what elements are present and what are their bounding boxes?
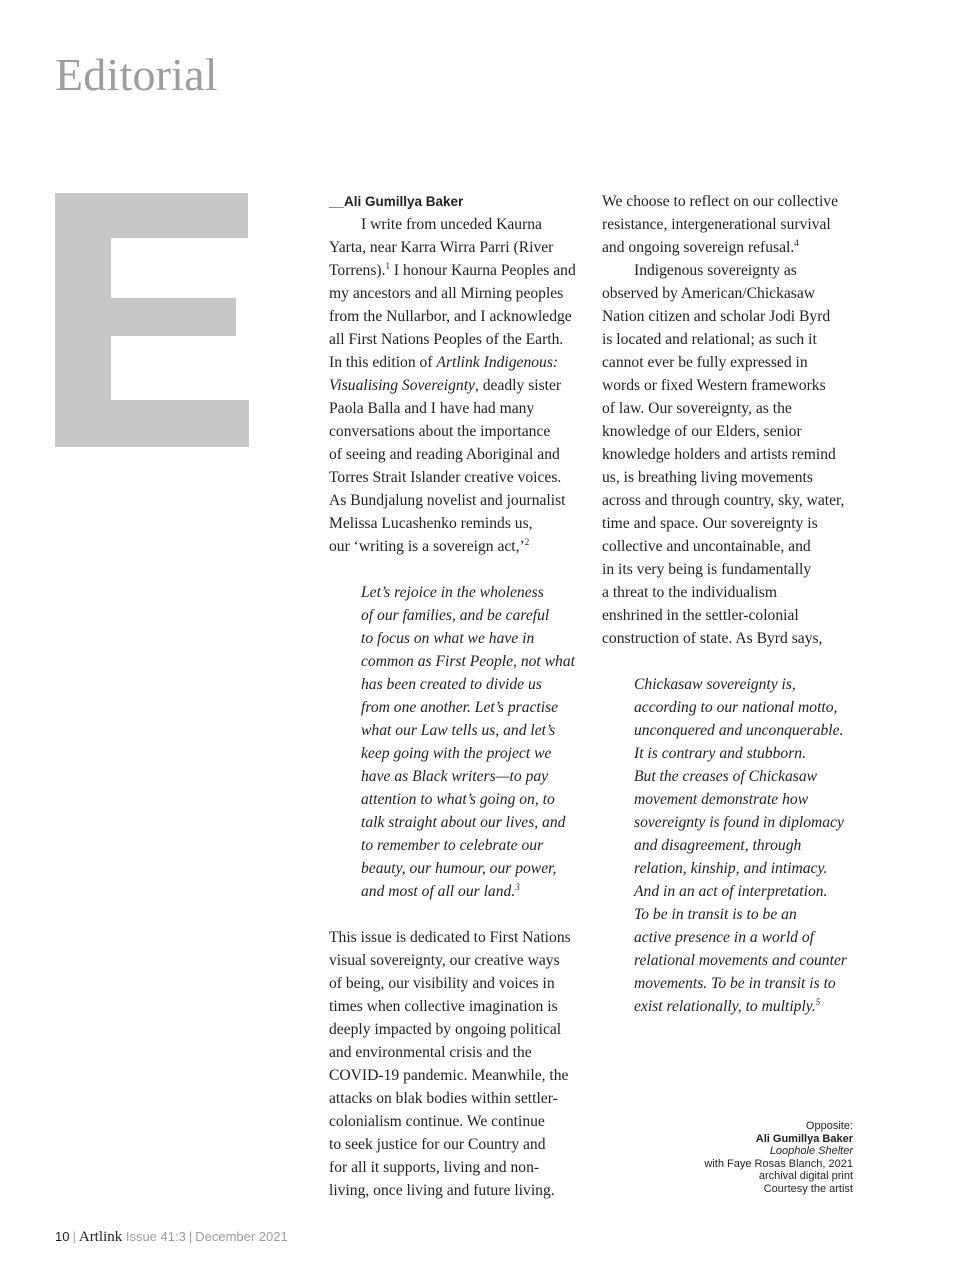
footnote-ref-5: 5 [815, 997, 821, 1007]
caption-label: Opposite: [805, 1120, 853, 1132]
footnote-ref-4: 4 [794, 238, 799, 248]
sovereignty-paragraph: Indigenous sovereignty as observed by American/Chickasaw Nation citizen and scholar Jodi Byrd is located and relational; as such it cannot ever be fully expressed in words or fixed Western frameworks of law. Our sovereignty, as the knowledge of our Elders, senior knowledge holders and artists remind us, is breathing living movements across and through country, sky, water, time and space. Our sovereignty is collective and uncontainable, and in its very being is fundamentally a threat to the individualism enshrined in the settler-colonial construction of state. As Byrd says, [602, 262, 845, 647]
page-footer: 10 | Artlink Issue 41:3 | December 2021 [55, 1229, 288, 1245]
caption-title: Loophole Shelter [769, 1145, 853, 1158]
footnote-ref-2: 2 [524, 537, 530, 547]
page-number: 10 [55, 1229, 70, 1244]
issue-number: Issue 41:3 [125, 1229, 186, 1244]
reflection-paragraph: We choose to reflect on our collective resistance, intergenerational survival and ongoing sovereign refusal.$^4$ [602, 193, 839, 256]
caption-credit: Courtesy the artist [763, 1182, 853, 1195]
author-byline: __Ali Gumillya Baker [329, 194, 464, 209]
image-caption [704, 1120, 853, 1196]
caption-artist: Ali Gumillya Baker [755, 1132, 853, 1145]
footnote-ref-3: 3 [515, 882, 520, 892]
intro-paragraph: I write from unceded Kaurna Yarta, near Karra Wirra Parri (River Torrens).$^1$ I honour Kaurna Peoples and my ancestors and all Mirning peoples from the Nullarbor, and I acknowledge all First Nations Peoples of the Earth. In this edition of Artlink Indigenous: Visualising Sovereignty, deadly sister Paola Balla and I have had many conversations about the importance of seeing and reading Aboriginal and Torres Strait Islander creative voices. As Bundjalung novelist and journalist Melissa Lucashenko reminds us, our ‘writing is a sovereign act,’$^2$ [329, 216, 576, 555]
caption-collaboration: with Faye Rosas Blanch, 2021 [704, 1157, 853, 1170]
article-column-1 [329, 190, 591, 1202]
magazine-name: Artlink [78, 1229, 123, 1245]
section-title: Editorial [55, 49, 218, 100]
article-column-2 [602, 190, 864, 1018]
issue-date: December 2021 [195, 1229, 288, 1244]
dropcap-letter-e [55, 193, 249, 447]
dropcap-arm-top [55, 193, 248, 238]
dropcap-arm-bottom [55, 400, 249, 447]
dropcap-arm-middle [55, 298, 236, 336]
footnote-ref-1: 1 [385, 261, 390, 271]
dedication-paragraph: This issue is dedicated to First Nations visual sovereignty, our creative ways of being, our visibility and voices in times when collective imagination is deeply impacted by ongoing political and environmental crisis and the COVID-19 pandemic. Meanwhile, the attacks on blak bodies within settler- colonialism continue. We continue to seek justice for our Country and for all it supports, living and non- living, once living and future living. [329, 929, 571, 1199]
blockquote-byrd: Chickasaw sovereignty is, according to our national motto, unconquered and unconquerable. It is contrary and stubborn. But the creases of Chickasaw movement demonstrate how sovereignty is found in diplomacy and disagreement, through relation, kinship, and intimacy. And in an act of interpretation. To be in transit is to be an active presence in a world of relational movements and counter movements. To be in transit is to exist relationally, to multiply.$^5$ [634, 676, 847, 1015]
caption-medium: archival digital print [758, 1170, 853, 1183]
blockquote-lucashenko: Let’s rejoice in the wholeness of our families, and be careful to focus on what we have in common as First People, not what has been created to divide us from one another. Let’s practise what our Law tells us, and let’s keep going with the project we have as Black writers—to pay attention to what’s going on, to talk straight about our lives, and to remember to celebrate our beauty, our humour, our power, and most of all our land.$^3$ [361, 584, 575, 900]
